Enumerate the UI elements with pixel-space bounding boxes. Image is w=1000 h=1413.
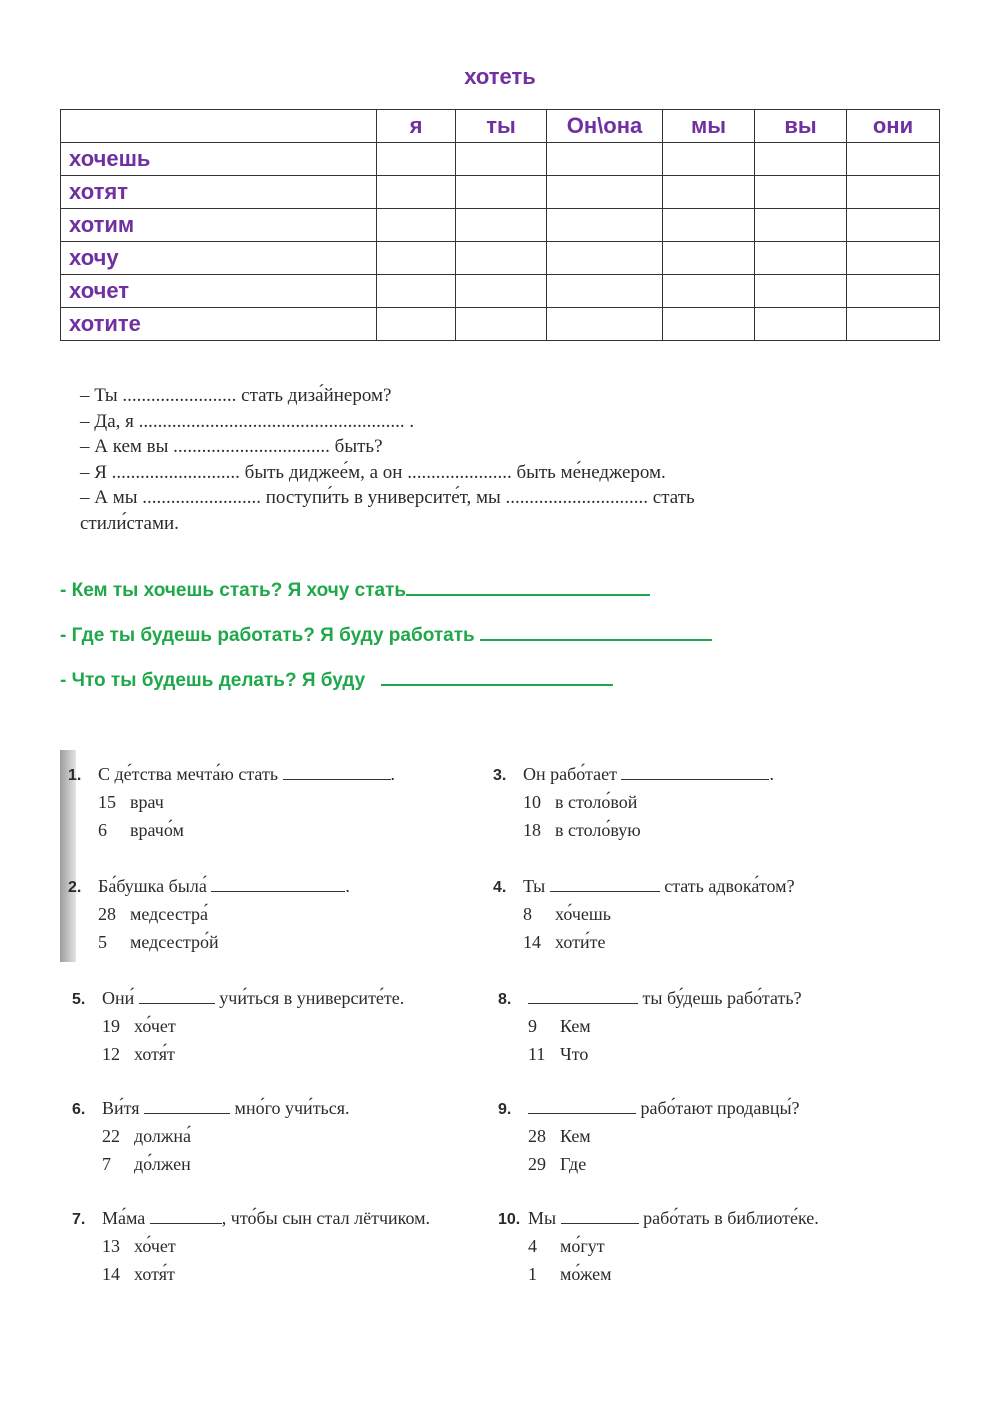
table-row (61, 176, 940, 209)
item-text-after: . (345, 876, 350, 896)
option-text: хо́чешь (555, 904, 611, 924)
quiz-item (72, 1204, 430, 1288)
dialog-line: – А кем вы ................................. быть? (80, 436, 383, 457)
option[interactable] (493, 816, 774, 844)
option-text: медсестра́ (130, 904, 209, 924)
dialog-line: – Я ........................... быть диджее́м, а он ...................... быть ме́неджером. (80, 461, 666, 483)
answer-cell[interactable] (547, 242, 663, 275)
answer-cell[interactable] (847, 176, 940, 209)
option-score: 7 (102, 1154, 111, 1174)
table-row (61, 308, 940, 341)
option-text: Где (560, 1154, 587, 1174)
option-text: хо́чет (134, 1016, 176, 1036)
item-text: Ви́тя (102, 1098, 140, 1118)
answer-cell[interactable] (663, 275, 755, 308)
option-text: мо́гут (560, 1236, 605, 1256)
multiple-choice-quiz (60, 750, 860, 1300)
verb-form: хочет (61, 275, 377, 308)
answer-cell[interactable] (377, 242, 456, 275)
answer-cell[interactable] (456, 209, 547, 242)
option-text: мо́жем (560, 1264, 612, 1284)
answer-cell[interactable] (377, 275, 456, 308)
option-score: 4 (528, 1236, 537, 1256)
item-number: 7. (72, 1211, 86, 1228)
item-number: 5. (72, 991, 86, 1008)
verb-form: хочешь (61, 143, 377, 176)
item-text-after: рабо́тают продавцы́? (640, 1098, 800, 1118)
item-number: 10. (498, 1211, 521, 1228)
option-score: 11 (528, 1044, 546, 1064)
quiz-item (493, 872, 795, 956)
page-title: хотеть (464, 64, 536, 89)
quiz-item (498, 1094, 800, 1178)
answer-cell[interactable] (377, 209, 456, 242)
answer-cell[interactable] (755, 143, 847, 176)
answer-cell[interactable] (456, 176, 547, 209)
dialog-line: – Ты ........................ стать диза́йнером? (80, 385, 392, 406)
answer-blank[interactable] (561, 1207, 639, 1224)
option[interactable] (72, 1040, 404, 1068)
verb-form: хотим (61, 209, 377, 242)
option-score: 19 (102, 1016, 120, 1036)
option[interactable] (498, 1012, 802, 1040)
header-cell: я (377, 110, 456, 143)
table-header-row (61, 110, 940, 143)
option-score: 5 (98, 932, 107, 952)
answer-cell[interactable] (663, 143, 755, 176)
item-number: 8. (498, 991, 512, 1008)
answer-cell[interactable] (377, 308, 456, 341)
item-number: 3. (493, 767, 507, 784)
option[interactable] (493, 788, 774, 816)
option-text: Что (560, 1044, 589, 1064)
option[interactable] (68, 816, 395, 844)
item-number: 2. (68, 879, 82, 896)
option-text: хотя́т (134, 1044, 175, 1064)
option-text: врачо́м (130, 820, 184, 840)
answer-cell[interactable] (456, 143, 547, 176)
fill-in-dialog (80, 383, 820, 536)
header-cell (61, 110, 377, 143)
header-cell: мы (663, 110, 755, 143)
verb-form: хотите (61, 308, 377, 341)
item-number: 4. (493, 879, 507, 896)
answer-blank[interactable] (550, 875, 660, 892)
question-text: - Что ты будешь делать? Я буду (60, 670, 382, 691)
quiz-item (498, 984, 802, 1068)
option-text: медсестро́й (130, 932, 219, 952)
table-row (61, 143, 940, 176)
option-text: Кем (560, 1126, 591, 1146)
table-row (61, 242, 940, 275)
item-text: С де́тства мечта́ю стать (98, 764, 279, 784)
option-text: хотя́т (134, 1264, 175, 1284)
option[interactable] (72, 1232, 430, 1260)
dialog-line: – Да, я ........................................................ . (80, 410, 415, 432)
answer-cell[interactable] (663, 242, 755, 275)
option[interactable] (72, 1150, 350, 1178)
quiz-item (498, 1204, 819, 1288)
answer-cell[interactable] (847, 275, 940, 308)
option[interactable] (68, 900, 350, 928)
option[interactable] (68, 928, 350, 956)
answer-cell[interactable] (456, 275, 547, 308)
answer-blank[interactable] (621, 763, 769, 780)
option-score: 13 (102, 1236, 120, 1256)
quiz-item (68, 760, 395, 844)
option-score: 22 (102, 1126, 120, 1146)
option-text: до́лжен (134, 1154, 191, 1174)
answer-blank[interactable] (528, 1097, 636, 1114)
answer-cell[interactable] (456, 308, 547, 341)
answer-blank[interactable] (480, 621, 712, 641)
question-line (60, 621, 712, 647)
answer-blank[interactable] (144, 1097, 230, 1114)
answer-cell[interactable] (847, 308, 940, 341)
answer-cell[interactable] (547, 143, 663, 176)
answer-cell[interactable] (547, 176, 663, 209)
answer-cell[interactable] (663, 176, 755, 209)
item-text-after: учи́ться в университе́те. (219, 988, 405, 1008)
item-text: Ма́ма (102, 1208, 146, 1228)
option[interactable] (72, 1012, 404, 1040)
answer-blank[interactable] (528, 987, 638, 1004)
option[interactable] (498, 1150, 800, 1178)
option[interactable] (498, 1260, 819, 1288)
quiz-item (72, 984, 404, 1068)
option-text: хоти́те (555, 932, 606, 952)
answer-cell[interactable] (755, 308, 847, 341)
option-score: 12 (102, 1044, 120, 1064)
answer-blank[interactable] (381, 666, 613, 686)
item-text-after: мно́го учи́ться. (234, 1098, 350, 1118)
dialog-line: – А мы ......................... поступи́ть в университе́т, мы .............................. стать (80, 487, 695, 508)
option-score: 14 (523, 932, 541, 952)
verb-form: хочу (61, 242, 377, 275)
item-text-after: стать адвока́том? (664, 876, 795, 896)
answer-cell[interactable] (377, 143, 456, 176)
answer-cell[interactable] (755, 275, 847, 308)
answer-cell[interactable] (663, 308, 755, 341)
question-line (60, 666, 613, 692)
header-cell: вы (755, 110, 847, 143)
answer-cell[interactable] (847, 143, 940, 176)
option-score: 18 (523, 820, 541, 840)
item-text: Ты (523, 876, 546, 896)
item-text-after: рабо́тать в библиоте́ке. (643, 1208, 819, 1228)
header-cell: Он\она (547, 110, 663, 143)
option-text: хо́чет (134, 1236, 176, 1256)
answer-blank[interactable] (406, 576, 650, 596)
quiz-item (72, 1094, 350, 1178)
option-text: Кем (560, 1016, 591, 1036)
option[interactable] (498, 1040, 802, 1068)
answer-cell[interactable] (755, 242, 847, 275)
item-text-after: ты бу́дешь рабо́тать? (642, 988, 802, 1008)
answer-blank[interactable] (139, 987, 215, 1004)
question-line (60, 576, 650, 602)
item-text-after: . (390, 764, 396, 784)
answer-cell[interactable] (547, 275, 663, 308)
question-text: - Кем ты хочешь стать? Я хочу стать (60, 580, 407, 601)
conjugation-table (60, 109, 940, 341)
dialog-line: стили́стами. (80, 512, 179, 534)
answer-blank[interactable] (150, 1207, 222, 1224)
option[interactable] (72, 1122, 350, 1150)
option-score: 28 (528, 1126, 546, 1146)
option-score: 6 (98, 820, 107, 840)
answer-cell[interactable] (377, 176, 456, 209)
option-score: 29 (528, 1154, 546, 1174)
verb-form: хотят (61, 176, 377, 209)
option-score: 8 (523, 904, 532, 924)
item-text-after: , что́бы сын стал лётчиком. (221, 1208, 431, 1228)
option-text: в столо́вой (555, 792, 638, 812)
table-row (61, 209, 940, 242)
item-number: 6. (72, 1101, 86, 1118)
item-text: Ба́бушка была́ (98, 876, 207, 896)
answer-cell[interactable] (456, 242, 547, 275)
option[interactable] (493, 928, 795, 956)
option[interactable] (493, 900, 795, 928)
answer-cell[interactable] (755, 209, 847, 242)
question-text: - Где ты будешь работать? Я буду работать (60, 625, 480, 646)
answer-cell[interactable] (755, 176, 847, 209)
option[interactable] (498, 1122, 800, 1150)
answer-cell[interactable] (847, 242, 940, 275)
option[interactable] (68, 788, 395, 816)
answer-cell[interactable] (547, 308, 663, 341)
table-row (61, 275, 940, 308)
header-cell: они (847, 110, 940, 143)
option-score: 15 (98, 792, 116, 812)
option-score: 9 (528, 1016, 537, 1036)
option-score: 10 (523, 792, 541, 812)
quiz-item (493, 760, 774, 844)
answer-blank[interactable] (283, 763, 391, 780)
option[interactable] (72, 1260, 430, 1288)
option-text: должна́ (134, 1126, 191, 1146)
item-text: Они́ (102, 988, 135, 1008)
header-cell: ты (456, 110, 547, 143)
option-text: в столо́вую (555, 820, 641, 840)
option-text: врач (130, 792, 164, 812)
option[interactable] (498, 1232, 819, 1260)
item-number: 1. (68, 767, 82, 784)
option-score: 1 (528, 1264, 537, 1284)
answer-cell[interactable] (663, 209, 755, 242)
answer-cell[interactable] (547, 209, 663, 242)
item-text: Мы (528, 1208, 557, 1228)
answer-blank[interactable] (211, 875, 345, 892)
item-text-after: . (769, 764, 774, 784)
quiz-item (68, 872, 350, 956)
answer-cell[interactable] (847, 209, 940, 242)
item-number: 9. (498, 1101, 512, 1118)
option-score: 28 (98, 904, 116, 924)
option-score: 14 (102, 1264, 120, 1284)
item-text: Он рабо́тает (523, 764, 617, 784)
